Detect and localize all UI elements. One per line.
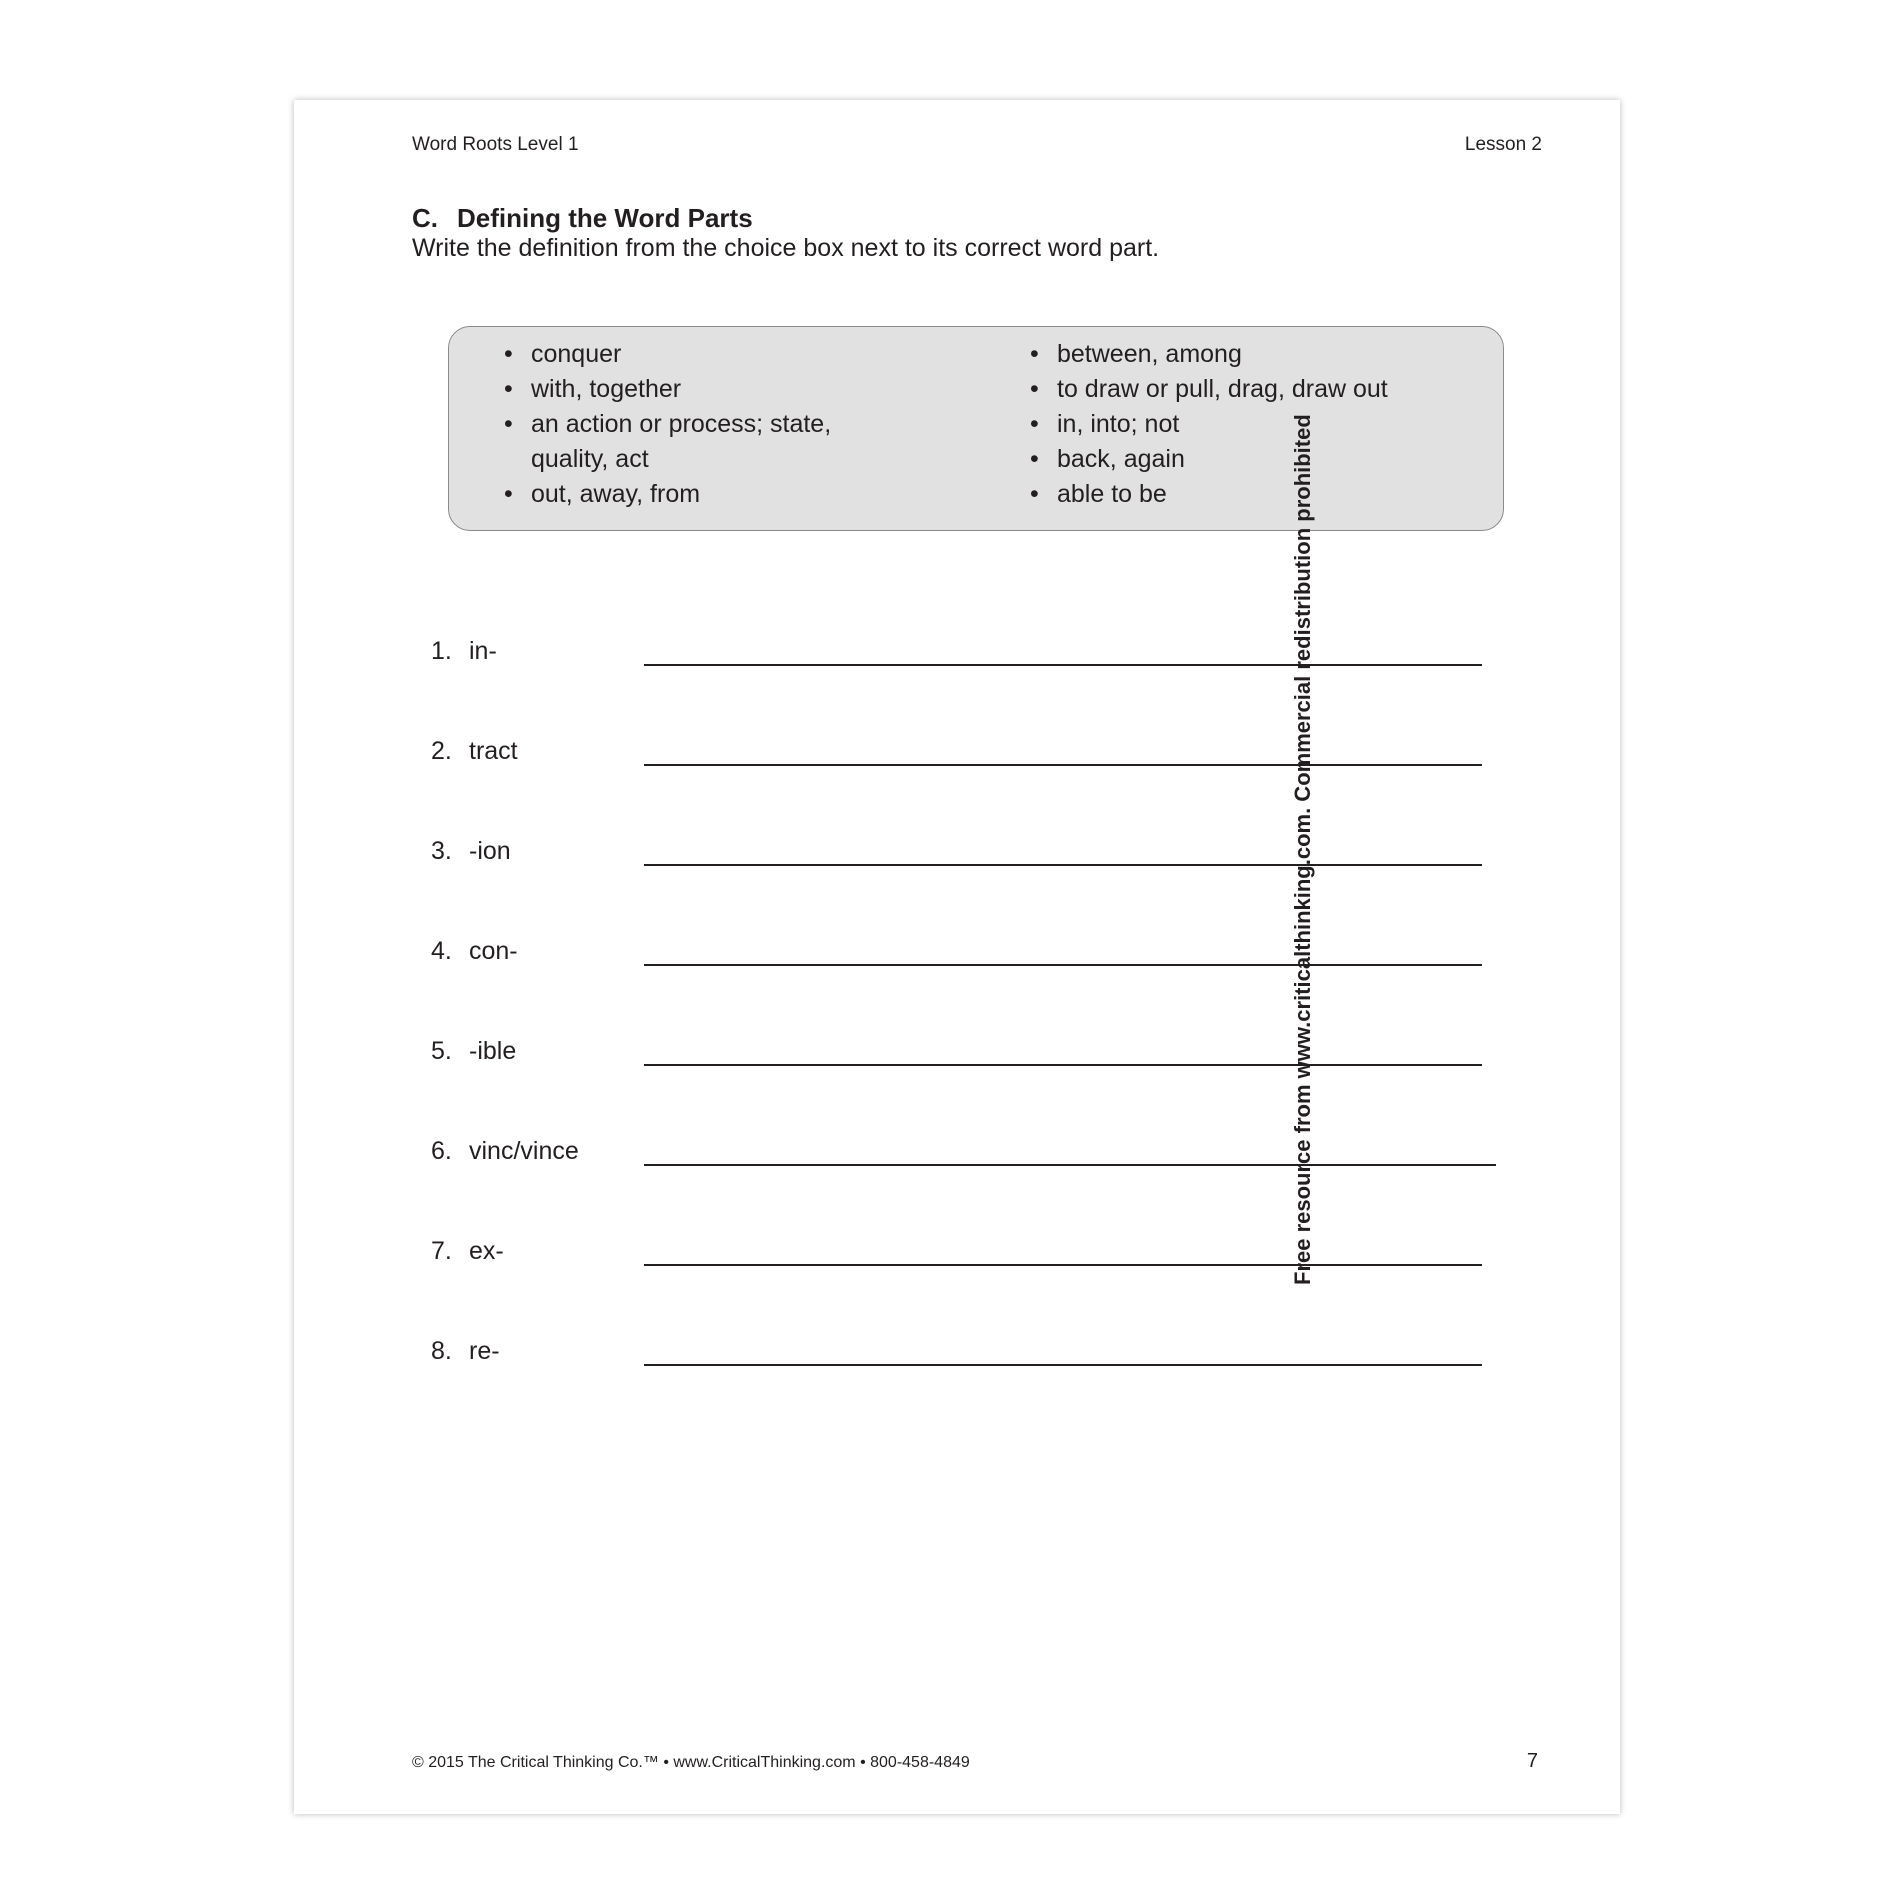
exercise-item xyxy=(294,1237,1620,1277)
choice-item: • with, together xyxy=(504,372,904,407)
answer-line[interactable] xyxy=(644,964,1482,966)
choice-item: • an action or process; state, quality, act xyxy=(504,407,904,477)
bullet-icon: • xyxy=(504,340,513,368)
word-part: -ion xyxy=(469,837,511,865)
bullet-icon: • xyxy=(504,410,513,438)
exercise-item xyxy=(294,1337,1620,1377)
book-title: Word Roots Level 1 xyxy=(412,134,579,155)
item-number: 2. xyxy=(431,737,452,765)
word-part: -ible xyxy=(469,1037,517,1065)
item-number: 3. xyxy=(431,837,452,865)
answer-line[interactable] xyxy=(644,864,1482,866)
answer-line[interactable] xyxy=(644,1264,1482,1266)
bullet-icon: • xyxy=(1030,340,1039,368)
section-letter: C. xyxy=(412,203,438,233)
answer-line[interactable] xyxy=(644,764,1482,766)
choice-item: • between, among xyxy=(1030,337,1480,372)
choice-box xyxy=(448,326,1504,531)
exercise-item xyxy=(294,1037,1620,1077)
section-heading xyxy=(412,203,753,234)
bullet-icon: • xyxy=(1030,410,1039,438)
word-part: vinc/vince xyxy=(469,1137,579,1165)
item-number: 7. xyxy=(431,1237,452,1265)
item-number: 8. xyxy=(431,1337,452,1365)
exercise-item xyxy=(294,737,1620,777)
choice-item: • out, away, from xyxy=(504,477,904,512)
item-number: 5. xyxy=(431,1037,452,1065)
worksheet-page xyxy=(294,100,1620,1814)
word-part: re- xyxy=(469,1337,500,1365)
choice-item: • in, into; not xyxy=(1030,407,1480,442)
item-number: 6. xyxy=(431,1137,452,1165)
answer-line[interactable] xyxy=(644,1364,1482,1366)
choice-item: • able to be xyxy=(1030,477,1480,512)
item-number: 4. xyxy=(431,937,452,965)
choice-item: • back, again xyxy=(1030,442,1480,477)
bullet-icon: • xyxy=(1030,375,1039,403)
item-number: 1. xyxy=(431,637,452,665)
instructions: Write the definition from the choice box next to its correct word part. xyxy=(412,234,1160,262)
exercise-item xyxy=(294,837,1620,877)
lesson-label: Lesson 2 xyxy=(1464,134,1542,155)
redistribution-notice: Free resource from www.criticalthinking.com. Commercial redistribution prohibited xyxy=(1290,414,1315,1285)
choice-item: • conquer xyxy=(504,337,904,372)
bullet-icon: • xyxy=(1030,445,1039,473)
word-part: ex- xyxy=(469,1237,504,1265)
page-number: 7 xyxy=(1526,1750,1538,1772)
bullet-icon: • xyxy=(504,480,513,508)
choice-list-right xyxy=(1030,337,1480,512)
word-part: in- xyxy=(469,637,497,665)
footer-copyright: © 2015 The Critical Thinking Co.™ • www.CriticalThinking.com • 800-458-4849 xyxy=(412,1754,970,1771)
bullet-icon: • xyxy=(504,375,513,403)
bullet-icon: • xyxy=(1030,480,1039,508)
word-part: tract xyxy=(469,737,518,765)
exercise-item xyxy=(294,1137,1620,1177)
section-title: Defining the Word Parts xyxy=(457,203,753,233)
exercise-item xyxy=(294,637,1620,677)
answer-line[interactable] xyxy=(644,1064,1482,1066)
word-part: con- xyxy=(469,937,518,965)
answer-line[interactable] xyxy=(644,664,1482,666)
choice-item: • to draw or pull, drag, draw out xyxy=(1030,372,1480,407)
choice-list-left xyxy=(504,337,904,512)
exercise-item xyxy=(294,937,1620,977)
answer-line[interactable] xyxy=(644,1164,1496,1166)
